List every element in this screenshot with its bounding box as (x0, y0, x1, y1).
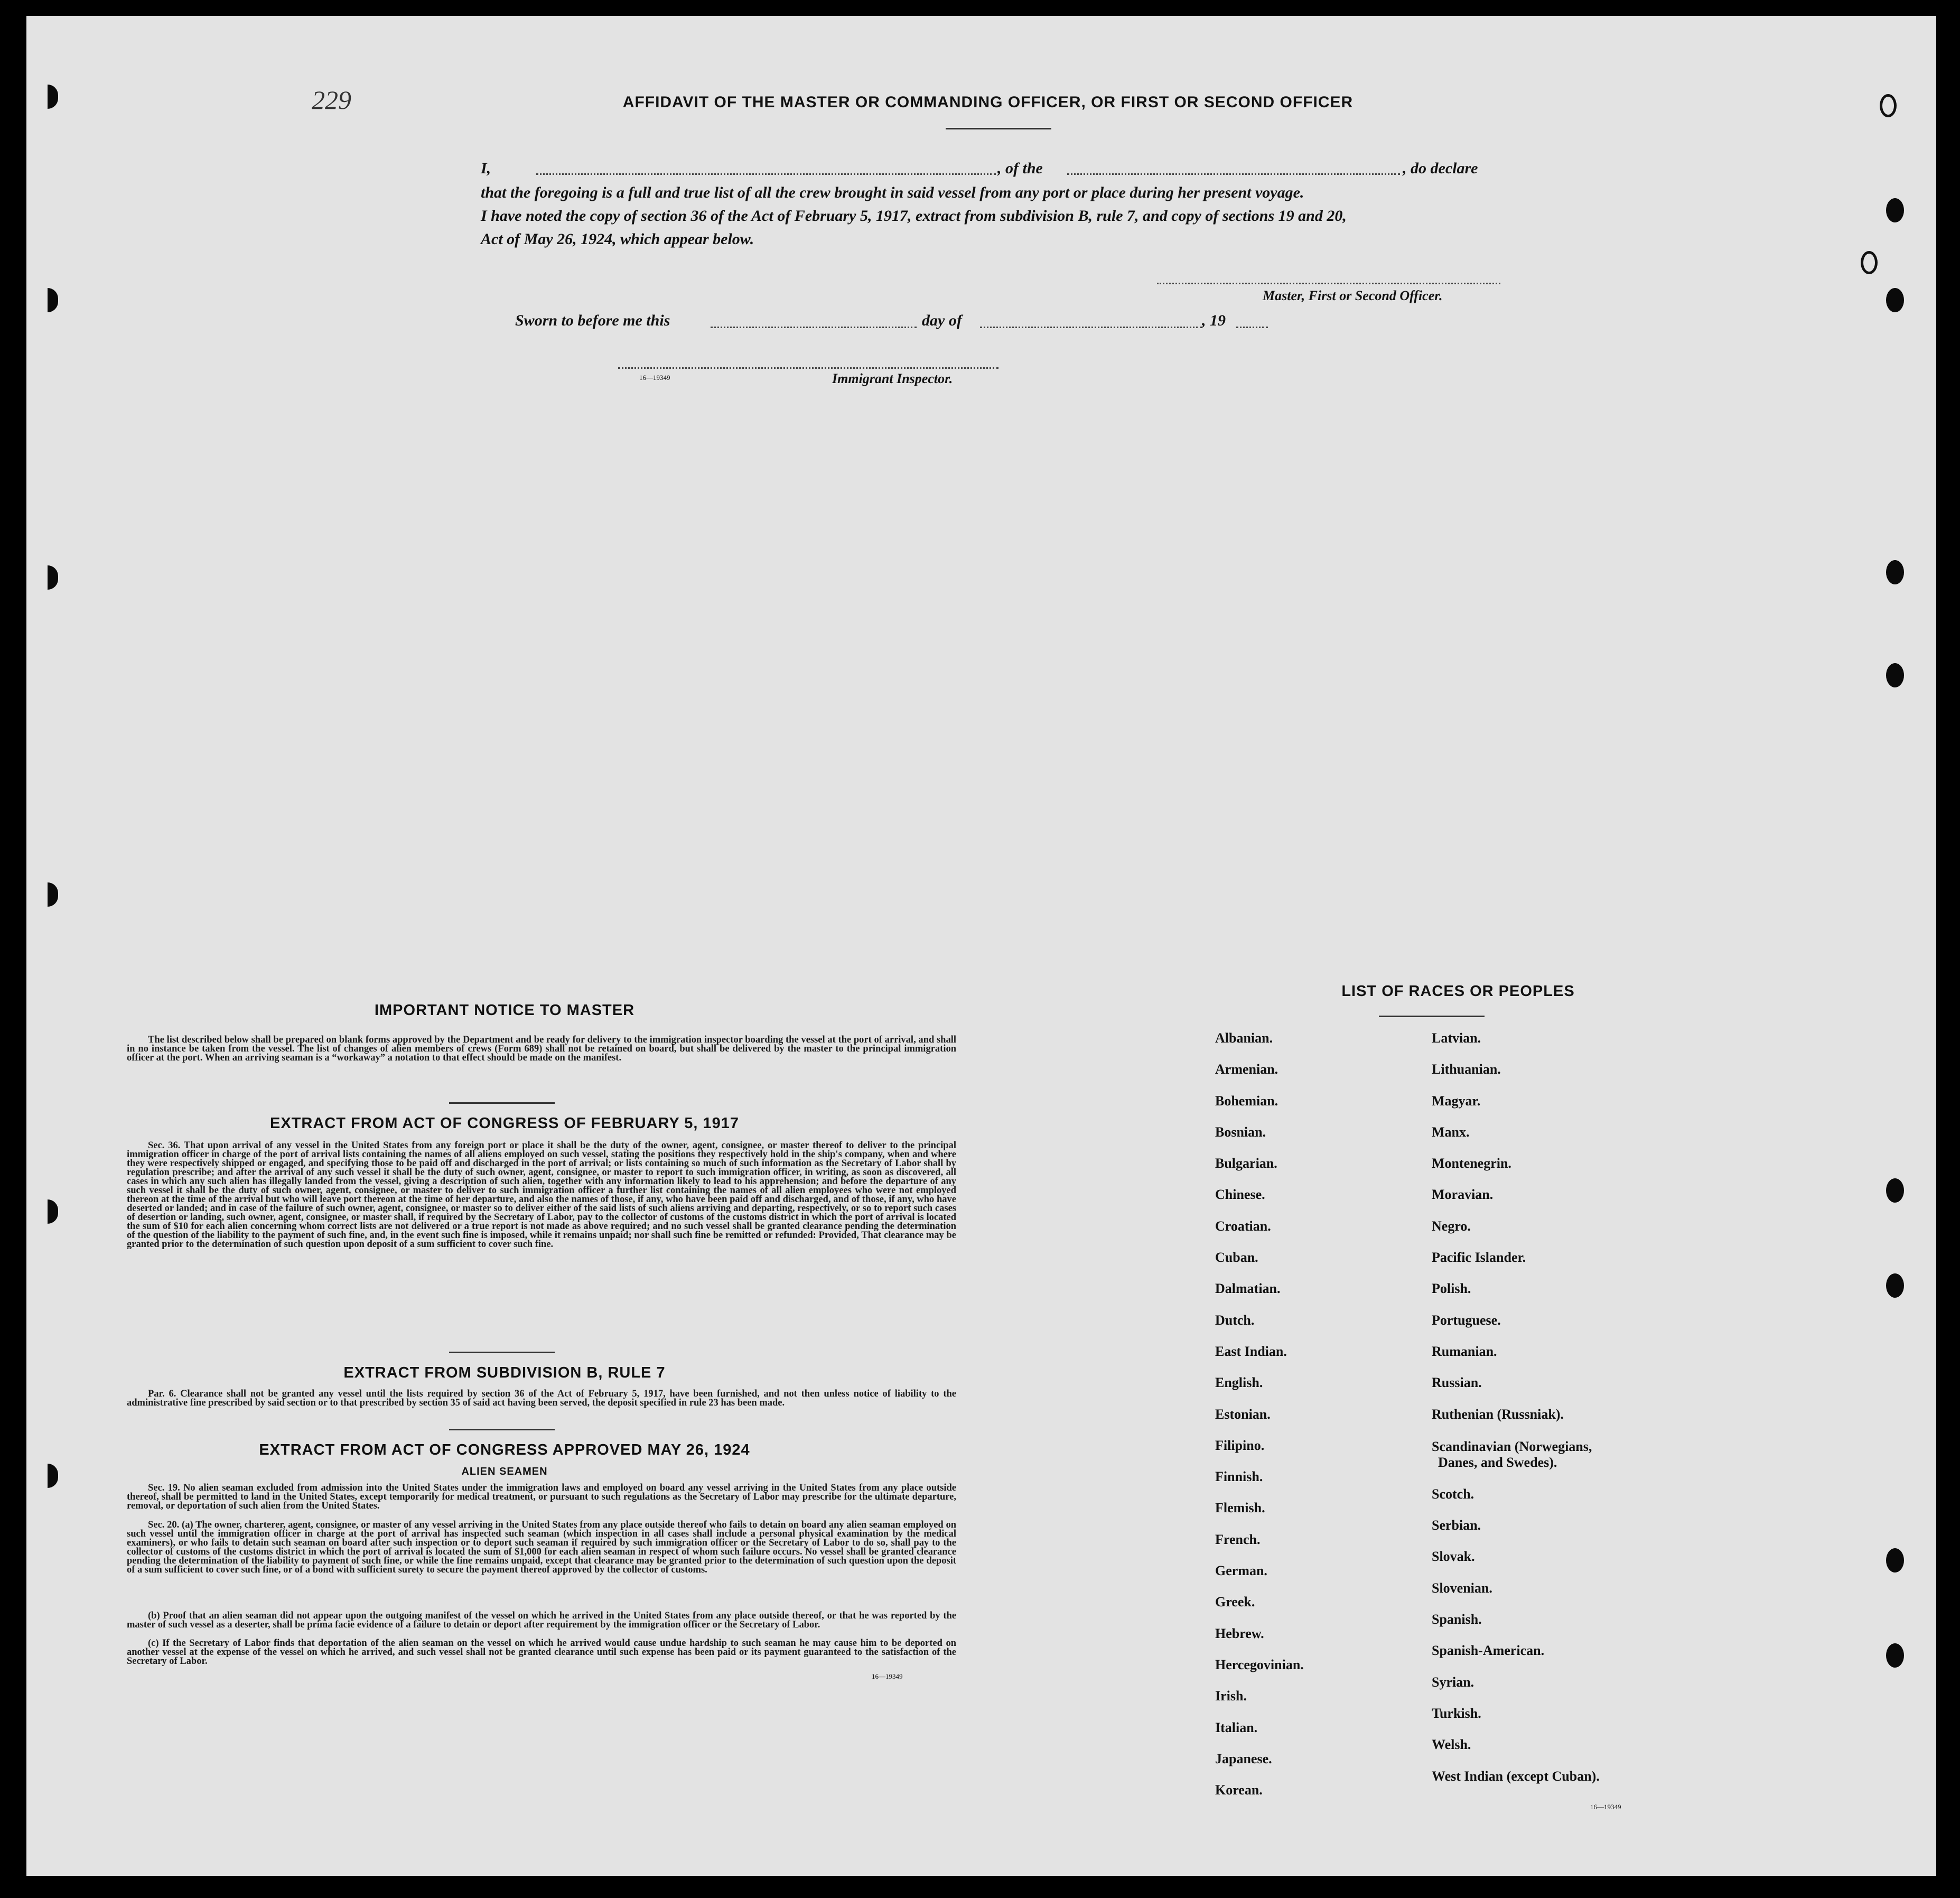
race-item: Flemish. (1215, 1500, 1265, 1516)
extract-1917-title: EXTRACT FROM ACT OF CONGRESS OF FEBRUARY 5, 1917 (269, 1115, 740, 1132)
sworn-label: Sworn to before me this (515, 312, 670, 329)
race-item: Montenegrin. (1432, 1156, 1511, 1171)
punch-hole (48, 565, 58, 590)
divider (449, 1102, 555, 1104)
race-item: Cuban. (1215, 1250, 1258, 1266)
form-number: 16—19349 (872, 1672, 903, 1680)
race-item-line: Danes, and Swedes). (1438, 1454, 1557, 1470)
form-number: 16—19349 (1590, 1803, 1621, 1811)
race-item: Pacific Islander. (1432, 1250, 1526, 1266)
punch-hole (48, 288, 58, 312)
races-column-1 (1215, 1030, 1304, 1813)
race-item: Filipino. (1215, 1437, 1265, 1453)
punch-hole (1880, 94, 1897, 117)
affidavit-line-3: I have noted the copy of section 36 of the Act of February 5, 1917, extract from subdivision B, rule 7, and copy of sections 19 and 20, (481, 207, 1347, 225)
race-item: Bulgarian. (1215, 1156, 1277, 1171)
race-item: Korean. (1215, 1782, 1263, 1798)
race-item: Albanian. (1215, 1030, 1273, 1046)
sec-20b-text: (b) Proof that an alien seaman did not appear upon the outgoing manifest of the vessel on which he arrived in the United States from any place outside thereof, or that he was reported by the master of such vessel as a deserter, shall be prima facie evidence of a failure to detain or deport after requirement by the immigration officer or the Secretary of Labor. (127, 1611, 956, 1630)
rule-7-text: Par. 6. Clearance shall not be granted any vessel until the lists required by section 36 of the Act of February 5, 1917, have been furnished, and not then unless notice of liability to the administrative fine prescribed by said section or to that prescribed by section 35 of said act having been served, the deposit specified in rule 23 has been made. (127, 1389, 956, 1408)
sec-20a-text: Sec. 20. (a) The owner, charterer, agent, consignee, or master of any vessel arriving in the United States from any place outside thereof who fails to detain on board any alien seaman employed on such vessel until the immigration officer in charge at the port of arrival has inspected such seaman (which inspection in all cases shall include a personal physical examination by the medical examiners), or who fails to detain such seaman on board after such inspection or to deport such seaman if required by such immigration officer or the Secretary of Labor to do so, shall pay to the collector of customs of the customs district in which the port of arrival is located the sum of $1,000 for each alien seaman in respect of whom such failure occurs. No vessel shall be granted clearance pending the determination of the liability to payment of such fine, or while the fine remains unpaid, except that clearance may be granted prior to the determination of such question upon the deposit of a sum sufficient to cover such fine, or of a bond with sufficient surety to secure the payment thereof approved by the collector of customs. (127, 1520, 956, 1575)
punch-hole (1886, 663, 1904, 687)
race-item-line: Scandinavian (Norwegians, (1432, 1438, 1592, 1454)
punch-hole (1886, 198, 1904, 222)
race-item: Portuguese. (1432, 1312, 1501, 1328)
name-field[interactable] (536, 173, 996, 175)
document-page (26, 16, 1936, 1876)
race-item: Latvian. (1432, 1030, 1481, 1046)
race-item: Estonian. (1215, 1406, 1271, 1422)
master-signature-label: Master, First or Second Officer. (1263, 288, 1443, 303)
punch-hole (1861, 251, 1878, 274)
divider (449, 1352, 555, 1353)
race-item: Greek. (1215, 1594, 1255, 1610)
affidavit-line-4: Act of May 26, 1924, which appear below. (481, 230, 754, 248)
punch-hole (1886, 1178, 1904, 1203)
race-item: Hebrew. (1215, 1625, 1264, 1641)
race-item: Polish. (1432, 1281, 1471, 1297)
punch-hole (1886, 1548, 1904, 1573)
race-item: Croatian. (1215, 1218, 1271, 1234)
punch-hole (48, 1199, 58, 1224)
race-item: Bohemian. (1215, 1093, 1278, 1109)
race-item: Russian. (1432, 1375, 1482, 1391)
sec-20c-text: (c) If the Secretary of Labor finds that deportation of the alien seaman on the vessel on which he arrived would cause undue hardship to such seaman he may cause him to be deported on another vessel at the expense of the vessel on which he arrived, and such vessel shall not be granted clearance until such expense has been paid or its payment guaranteed to the satisfaction of the Secretary of Labor. (127, 1638, 956, 1667)
race-item-scandinavian (1432, 1438, 1600, 1486)
inspector-label: Immigrant Inspector. (832, 371, 953, 386)
race-item: Chinese. (1215, 1187, 1265, 1203)
race-item: Dutch. (1215, 1312, 1255, 1328)
race-item: Serbian. (1432, 1518, 1481, 1533)
punch-hole (48, 1464, 58, 1488)
punch-hole (1886, 1273, 1904, 1298)
race-item: Irish. (1215, 1688, 1247, 1704)
punch-hole (1886, 560, 1904, 584)
race-item: French. (1215, 1531, 1261, 1547)
extract-1917-text: Sec. 36. That upon arrival of any vessel in the United States from any foreign port or place it shall be the duty of the owner, agent, consignee, or master thereof to deliver to the principal immigration officer in charge of the port of arrival lists containing the names of all aliens employed on such vessel, stating the positions they respectively hold in the ship's company, when and where they were respectively shipped or engaged, and specifying those to be paid off and discharged in the port of arrival; or lists containing so much of such information as the Secretary of Labor shall by regulation prescribe; and after the arrival of any such vessel it shall be the duty of such owner, agent, consignee, or master to report to such immigration officer, in writing, as soon as discovered, all cases in which any such alien has illegally landed from the vessel, giving a description of such alien, together with any information likely to lead to his apprehension; and before the departure of any such vessel it shall be the duty of such owner, agent, consignee, or master to deliver to such immigration officer a further list containing the names of all alien employees who were not employed thereon at the time of the arrival but who will leave port thereon at the time of her departure, and also the names of those, if any, who have been paid off and discharged, and of those, if any, who have deserted or landed; and in case of the failure of such owner, agent, consignee, or master so to deliver either of the said lists of such aliens arriving and departing, respectively, or so to report such cases of desertion or landing, such owner, agent, consignee, or master shall, if required by the Secretary of Labor, pay to the collector of customs of the customs district in which the port of arrival is located the sum of $10 for each alien concerning whom correct lists are not delivered or a true report is not made as above required; and no such vessel shall be granted clearance pending the determination of the question of the liability to the payment of such fine, and, in the event such fine is imposed, while it remains unpaid; nor shall such fine be remitted or refunded: Provided, That clearance may be granted prior to the determination of such question upon deposit of a sum sufficient to cover such fine. (127, 1140, 956, 1250)
races-column-2 (1432, 1030, 1600, 1800)
race-item: Dalmatian. (1215, 1281, 1281, 1297)
race-item: Finnish. (1215, 1469, 1263, 1485)
divider (449, 1429, 555, 1430)
sworn-year-field[interactable] (1236, 327, 1268, 328)
race-item: Spanish. (1432, 1612, 1482, 1627)
race-item: Negro. (1432, 1218, 1471, 1234)
race-item: Lithuanian. (1432, 1062, 1501, 1077)
race-item: Rumanian. (1432, 1343, 1497, 1359)
year-label: , 19 (1202, 312, 1226, 329)
alien-seamen-subtitle: ALIEN SEAMEN (461, 1466, 548, 1477)
vessel-field[interactable] (1067, 173, 1400, 175)
master-signature-field[interactable] (1157, 283, 1500, 284)
race-item: Japanese. (1215, 1751, 1272, 1766)
race-item: Turkish. (1432, 1705, 1481, 1721)
form-number: 16—19349 (639, 374, 670, 382)
divider (1379, 1016, 1485, 1017)
race-item: Welsh. (1432, 1737, 1471, 1753)
notice-text: The list described below shall be prepared on blank forms approved by the Department and be ready for delivery to the immigration inspector boarding the vessel at the port of arrival, and shall in no instance be taken from the vessel. The list of changes of alien members of crews (Form 689) shall not be retained on board, but shall be delivered by the master to the principal immigration officer at the port. When an arriving seaman is a “workaway” a notation to that effect should be made on the manifest. (127, 1035, 956, 1063)
of-the-label: , of the (997, 160, 1043, 177)
race-item: Armenian. (1215, 1062, 1278, 1077)
race-item: German. (1215, 1563, 1267, 1579)
race-item: Magyar. (1432, 1093, 1481, 1109)
day-of-label: day of (922, 312, 962, 329)
affidavit-line-2: that the foregoing is a full and true list of all the crew brought in said vessel from any port or place during her present voyage. (481, 184, 1304, 201)
race-item: Italian. (1215, 1719, 1258, 1735)
race-item: Hercegovinian. (1215, 1657, 1304, 1672)
race-item: Syrian. (1432, 1674, 1474, 1690)
race-item: Moravian. (1432, 1187, 1494, 1203)
race-item: Spanish-American. (1432, 1643, 1545, 1659)
affidavit-i-label: I, (481, 160, 491, 177)
punch-hole (1886, 288, 1904, 312)
sec-19-text: Sec. 19. No alien seaman excluded from admission into the United States under the immigration laws and employed on board any vessel arriving in the United States from any place outside thereof, shall be permitted to land in the United States, except temporarily for medical treatment, or pursuant to such regulations as the Secretary of Labor may prescribe for the ultimate departure, removal, or deportation of such alien from the United States. (127, 1483, 956, 1511)
race-item: Slovenian. (1432, 1580, 1492, 1596)
punch-hole (48, 85, 58, 109)
do-declare-label: , do declare (1403, 160, 1478, 177)
handwritten-page-number: 229 (312, 85, 351, 115)
race-item: West Indian (except Cuban). (1432, 1768, 1600, 1784)
race-item: East Indian. (1215, 1343, 1287, 1359)
punch-hole (1886, 1643, 1904, 1668)
punch-hole (48, 882, 58, 907)
race-item: Scotch. (1432, 1486, 1474, 1502)
race-item: Ruthenian (Russniak). (1432, 1406, 1564, 1422)
race-item: English. (1215, 1375, 1263, 1391)
race-item: Slovak. (1432, 1549, 1475, 1565)
races-title: LIST OF RACES OR PEOPLES (1341, 983, 1575, 1000)
affidavit-title: AFFIDAVIT OF THE MASTER OR COMMANDING OFFICER, OR FIRST OR SECOND OFFICER (622, 94, 1354, 111)
inspector-signature-field[interactable] (618, 367, 998, 369)
extract-1924-title: EXTRACT FROM ACT OF CONGRESS APPROVED MAY 26, 1924 (259, 1441, 750, 1458)
race-item: Bosnian. (1215, 1124, 1266, 1140)
rule-7-title: EXTRACT FROM SUBDIVISION B, RULE 7 (343, 1364, 666, 1381)
divider (946, 128, 1051, 129)
race-item: Manx. (1432, 1124, 1470, 1140)
notice-title: IMPORTANT NOTICE TO MASTER (374, 1002, 635, 1019)
sworn-day-field[interactable] (711, 327, 917, 328)
sworn-month-field[interactable] (980, 327, 1202, 328)
